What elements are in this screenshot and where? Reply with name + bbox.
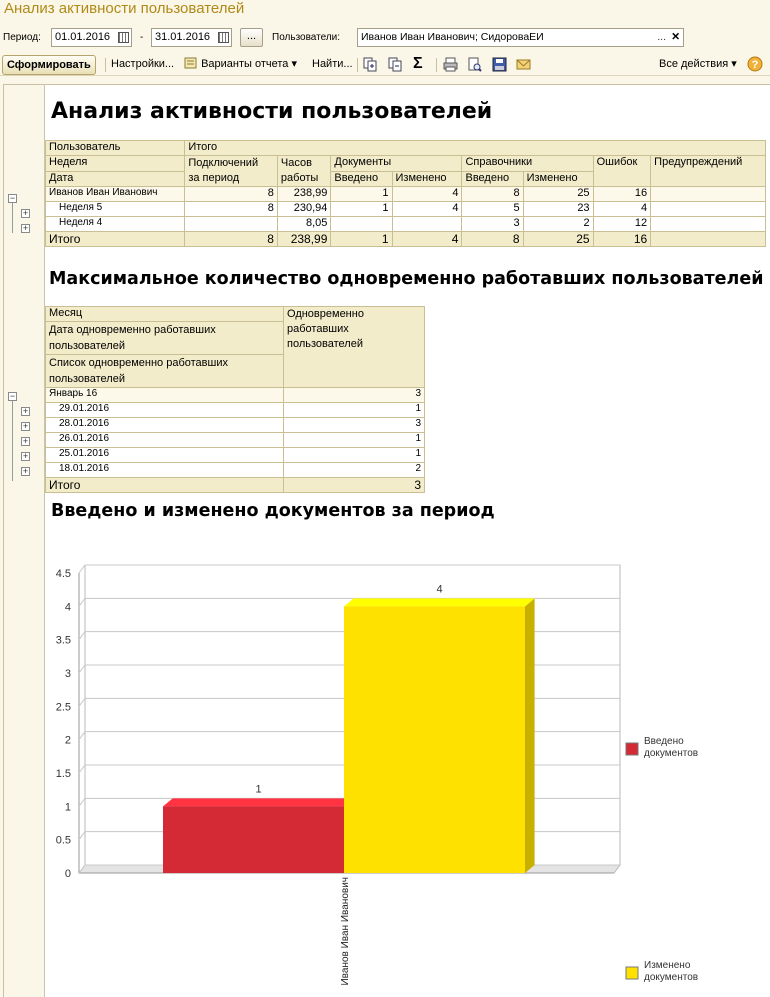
cell-docs-changed: 4 — [392, 187, 462, 202]
expand-group-icon[interactable]: + — [22, 223, 29, 233]
cell-errors: 16 — [593, 187, 651, 202]
total-warnings — [651, 232, 766, 247]
y-tick-label: 4.5 — [55, 568, 71, 580]
collapse-group-icon[interactable]: − — [9, 391, 16, 401]
header-total: Итого — [185, 141, 766, 156]
cell-value: 3 — [284, 418, 425, 433]
cell-connections — [185, 217, 278, 232]
cell-errors: 12 — [593, 217, 651, 232]
row-date[interactable]: 25.01.2016 — [46, 448, 284, 463]
header-connections: Подключений за период — [185, 156, 278, 187]
expand-group-icon[interactable]: + — [22, 466, 29, 476]
max-users-title: Максимальное количество одновременно работавших пользователей — [49, 269, 764, 289]
cell-docs-entered: 1 — [331, 187, 392, 202]
report-title: Анализ активности пользователей — [51, 99, 493, 124]
table-total-row — [46, 478, 425, 493]
find-button[interactable]: Найти... — [312, 58, 353, 70]
bar — [344, 606, 525, 873]
table-row — [46, 388, 425, 403]
cell-warnings — [651, 202, 766, 217]
data-label: 1 — [255, 783, 262, 796]
clear-icon[interactable]: ✕ — [671, 31, 680, 43]
cell-docs-entered: 1 — [331, 202, 392, 217]
header-docs-entered: Введено — [331, 171, 392, 187]
cell-refs-changed: 25 — [523, 187, 593, 202]
cell-refs-entered: 5 — [462, 202, 523, 217]
total-label: Итого — [46, 232, 185, 247]
tree-line — [12, 199, 13, 233]
data-label: 4 — [436, 583, 443, 596]
cell-docs-changed — [392, 217, 462, 232]
y-tick-label: 4 — [64, 601, 71, 614]
documents-bar-chart — [44, 545, 770, 997]
x-category-label: Иванов Иван Иванович — [340, 877, 351, 986]
total-hours: 238,99 — [277, 232, 331, 247]
cell-hours: 230,94 — [277, 202, 331, 217]
bar — [163, 806, 344, 873]
collapse-group-icon[interactable]: − — [9, 193, 16, 203]
svg-text:?: ? — [751, 59, 759, 71]
header-refs-changed: Изменено — [523, 171, 593, 187]
total-refs-changed: 25 — [523, 232, 593, 247]
print-icon[interactable] — [443, 57, 458, 72]
command-bar — [0, 54, 770, 76]
date-from-value: 01.01.2016 — [55, 31, 111, 43]
row-user-name[interactable]: Иванов Иван Иванович — [46, 187, 185, 202]
row-week-name[interactable]: Неделя 5 — [46, 202, 185, 217]
row-date[interactable]: 18.01.2016 — [46, 463, 284, 478]
report-document[interactable] — [3, 84, 770, 997]
cell-connections: 8 — [185, 202, 278, 217]
header-documents: Документы — [331, 156, 462, 172]
variants-icon — [184, 56, 198, 70]
save-icon[interactable] — [492, 57, 507, 72]
all-actions-label: Все действия — [659, 58, 729, 70]
table-row — [46, 433, 425, 448]
cell-hours: 8,05 — [277, 217, 331, 232]
row-date[interactable]: 29.01.2016 — [46, 403, 284, 418]
max-users-table — [45, 306, 425, 493]
calendar-icon[interactable] — [118, 32, 129, 43]
legend-label: Изменено документов — [644, 960, 699, 983]
settings-button[interactable]: Настройки... — [111, 58, 175, 70]
header-catalogs: Справочники — [462, 156, 593, 172]
calendar-icon[interactable] — [218, 32, 229, 43]
table-row — [46, 187, 766, 202]
cell-refs-entered: 3 — [462, 217, 523, 232]
cell-refs-entered: 8 — [462, 187, 523, 202]
row-month[interactable]: Январь 16 — [46, 388, 284, 403]
total-errors: 16 — [593, 232, 651, 247]
toolbar-separator — [436, 58, 437, 72]
legend-swatch — [626, 743, 638, 755]
header-date: Дата — [46, 171, 185, 187]
header-warnings: Предупреждений — [651, 156, 766, 187]
cell-docs-changed: 4 — [392, 202, 462, 217]
header-errors: Ошибок — [593, 156, 651, 187]
period-choose-button[interactable]: ... — [240, 28, 263, 47]
toolbar-separator — [357, 58, 358, 72]
header-docs-changed: Изменено — [392, 171, 462, 187]
table-row — [46, 418, 425, 433]
y-tick-label: 0.5 — [55, 834, 71, 847]
y-tick-label: 3.5 — [55, 634, 71, 647]
row-date[interactable]: 28.01.2016 — [46, 418, 284, 433]
cell-hours: 238,99 — [277, 187, 331, 202]
row-week-name[interactable]: Неделя 4 — [46, 217, 185, 232]
cell-docs-entered — [331, 217, 392, 232]
dropdown-arrow-icon: ▾ — [731, 58, 737, 70]
cell-value: 1 — [284, 448, 425, 463]
users-value: Иванов Иван Иванович; СидороваЕИ — [361, 31, 544, 43]
table-row — [46, 463, 425, 478]
grouping-gutter — [4, 85, 45, 997]
y-tick-label: 3 — [64, 668, 71, 680]
y-tick-label: 1 — [64, 801, 71, 814]
help-icon[interactable] — [747, 56, 763, 72]
toolbar-separator — [105, 58, 106, 72]
sum-icon[interactable]: Σ — [413, 55, 423, 72]
bar-top — [163, 798, 354, 806]
activity-table — [45, 140, 766, 247]
bar-top — [344, 598, 535, 606]
expand-group-icon[interactable]: + — [22, 406, 29, 416]
y-tick-label: 2 — [64, 734, 71, 747]
users-field[interactable] — [357, 28, 684, 47]
header-hours: Часов работы — [277, 156, 331, 187]
expand-group-icon[interactable]: + — [22, 451, 29, 461]
parameters-panel — [0, 27, 770, 49]
total-label: Итого — [46, 478, 284, 493]
header-user: Пользователь — [46, 141, 185, 156]
table-row — [46, 448, 425, 463]
window-title: Анализ активности пользователей — [4, 0, 245, 17]
tree-line — [12, 397, 13, 481]
expand-group-icon[interactable]: + — [22, 436, 29, 446]
cell-connections: 8 — [185, 187, 278, 202]
total-connections: 8 — [185, 232, 278, 247]
report-variants-button[interactable] — [184, 55, 300, 75]
cell-warnings — [651, 187, 766, 202]
dropdown-arrow-icon: ▾ — [291, 58, 297, 70]
date-to-value: 31.01.2016 — [155, 31, 211, 43]
total-docs-changed: 4 — [392, 232, 462, 247]
legend-label: Введено документов — [644, 736, 699, 759]
email-icon[interactable] — [516, 57, 531, 72]
cell-value: 1 — [284, 433, 425, 448]
print-preview-icon[interactable] — [467, 57, 482, 72]
cell-errors: 4 — [593, 202, 651, 217]
cell-value: 1 — [284, 403, 425, 418]
cell-warnings — [651, 217, 766, 232]
table-row — [46, 217, 766, 232]
collapse-groups-icon[interactable] — [388, 57, 403, 72]
expand-group-icon[interactable]: + — [22, 208, 29, 218]
users-label: Пользователи: — [272, 32, 341, 43]
cell-value: 2 — [284, 463, 425, 478]
users-select-button[interactable]: ... — [657, 31, 666, 43]
y-tick-label: 1.5 — [55, 768, 71, 780]
header-concurrent: Одновременно работавших пользователей — [284, 307, 425, 388]
table-row — [46, 202, 766, 217]
cell-refs-changed: 23 — [523, 202, 593, 217]
table-row — [46, 403, 425, 418]
generate-button[interactable]: Сформировать — [2, 55, 96, 75]
y-tick-label: 0 — [64, 868, 71, 880]
table-total-row — [46, 232, 766, 247]
y-tick-label: 2.5 — [55, 701, 71, 714]
date-from-field[interactable] — [51, 28, 132, 47]
row-date[interactable]: 26.01.2016 — [46, 433, 284, 448]
total-value: 3 — [284, 478, 425, 493]
chart-title: Введено и изменено документов за период — [51, 501, 495, 521]
header-list-concurrent: Список одновременно работавших пользователей — [46, 355, 284, 388]
header-month: Месяц — [46, 307, 284, 322]
legend-swatch — [626, 967, 638, 979]
all-actions-button[interactable] — [656, 55, 740, 75]
period-label: Период: — [3, 32, 41, 43]
header-refs-entered: Введено — [462, 171, 523, 187]
expand-group-icon[interactable]: + — [22, 421, 29, 431]
total-refs-entered: 8 — [462, 232, 523, 247]
header-week: Неделя — [46, 156, 185, 172]
cell-refs-changed: 2 — [523, 217, 593, 232]
date-to-field[interactable] — [151, 28, 232, 47]
variants-label: Варианты отчета — [201, 58, 289, 70]
bar-side — [525, 598, 535, 873]
cell-month-value: 3 — [284, 388, 425, 403]
total-docs-entered: 1 — [331, 232, 392, 247]
expand-groups-icon[interactable] — [363, 57, 378, 72]
period-dash: - — [140, 32, 144, 43]
header-date-concurrent: Дата одновременно работавших пользователей — [46, 322, 284, 355]
